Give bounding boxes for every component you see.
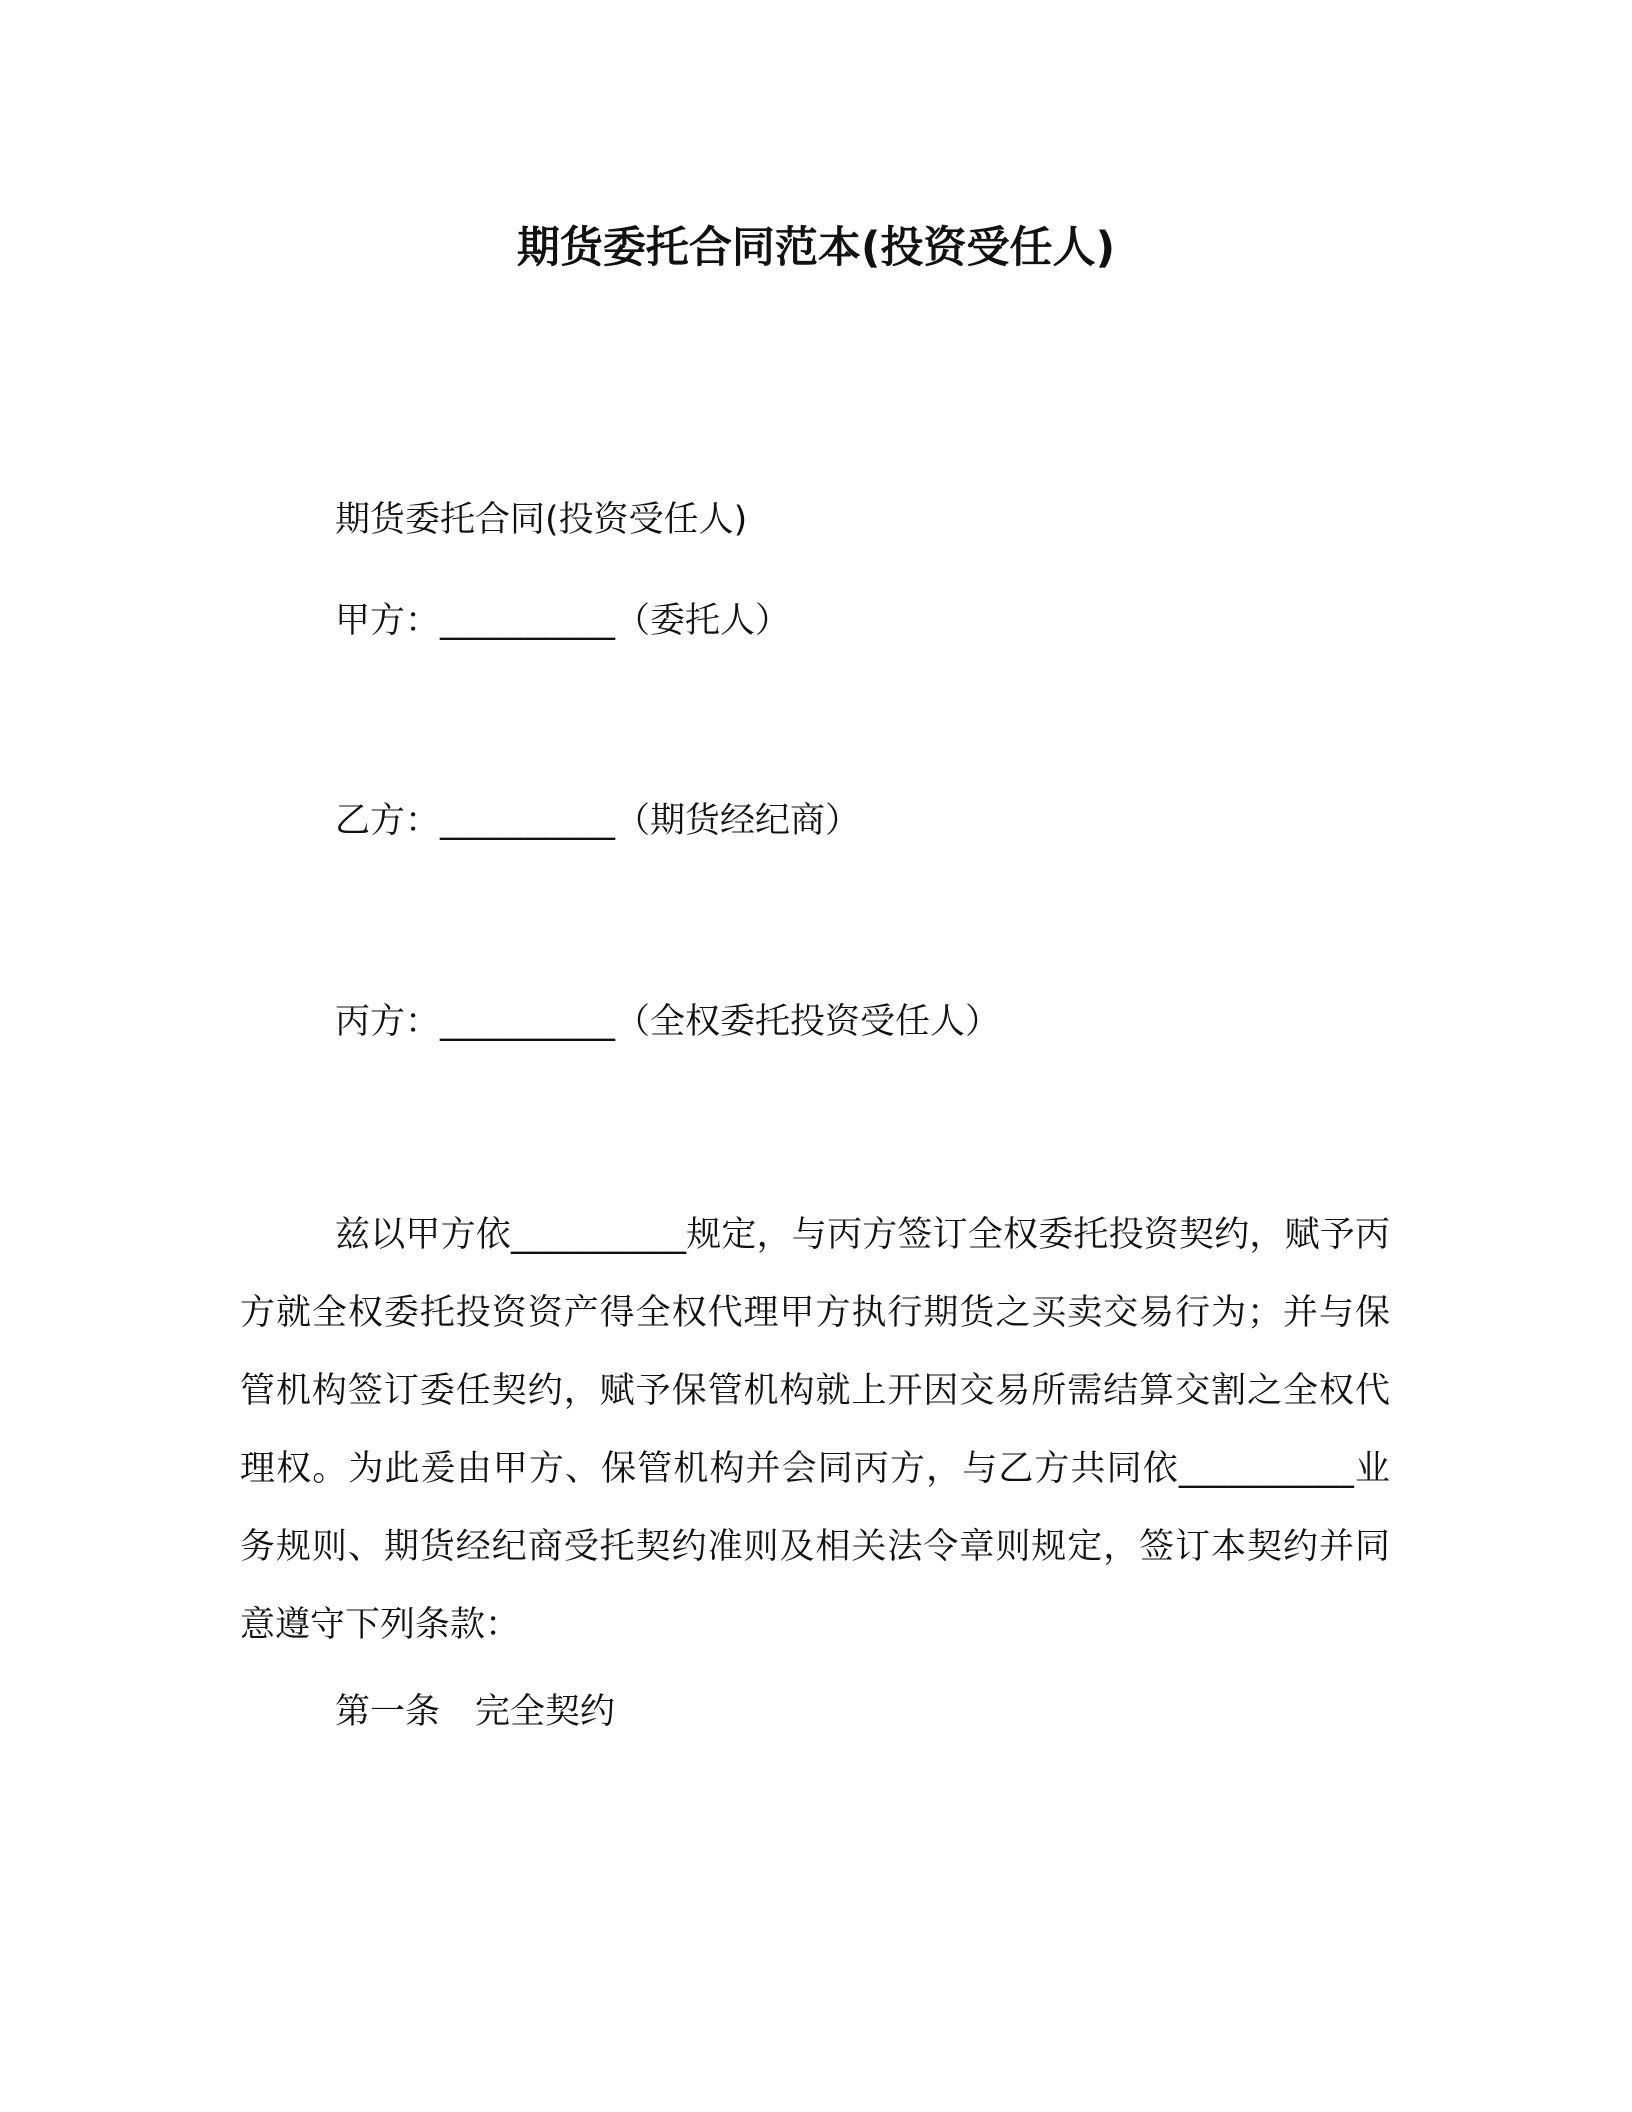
article-1-heading: 第一条 完全契约 — [335, 1692, 616, 1732]
party-c-line: 丙方：__________（全权委托投资受任人） — [335, 1002, 1001, 1042]
party-b-line: 乙方：__________（期货经纪商） — [335, 801, 861, 841]
document-title: 期货委托合同范本(投资受任人) — [516, 223, 1116, 273]
contract-subtitle: 期货委托合同(投资受任人) — [335, 500, 748, 540]
party-a-line: 甲方：__________（委托人） — [335, 601, 791, 641]
preamble-paragraph: 兹以甲方依__________规定，与丙方签订全权委托投资契约，赋予丙方就全权委托投资资产得全权代理甲方执行期货之买卖交易行为；并与保管机构签订委任契约，赋予保管机构就上开因交易所需结算交割之全权代理权。为此爰由甲方、保管机构并会同丙方，与乙方共同依__________业务规则、期货经纪商受托契约准则及相关法令章则规定，签订本契约并同意遵守下列条款： — [240, 1215, 1390, 1645]
